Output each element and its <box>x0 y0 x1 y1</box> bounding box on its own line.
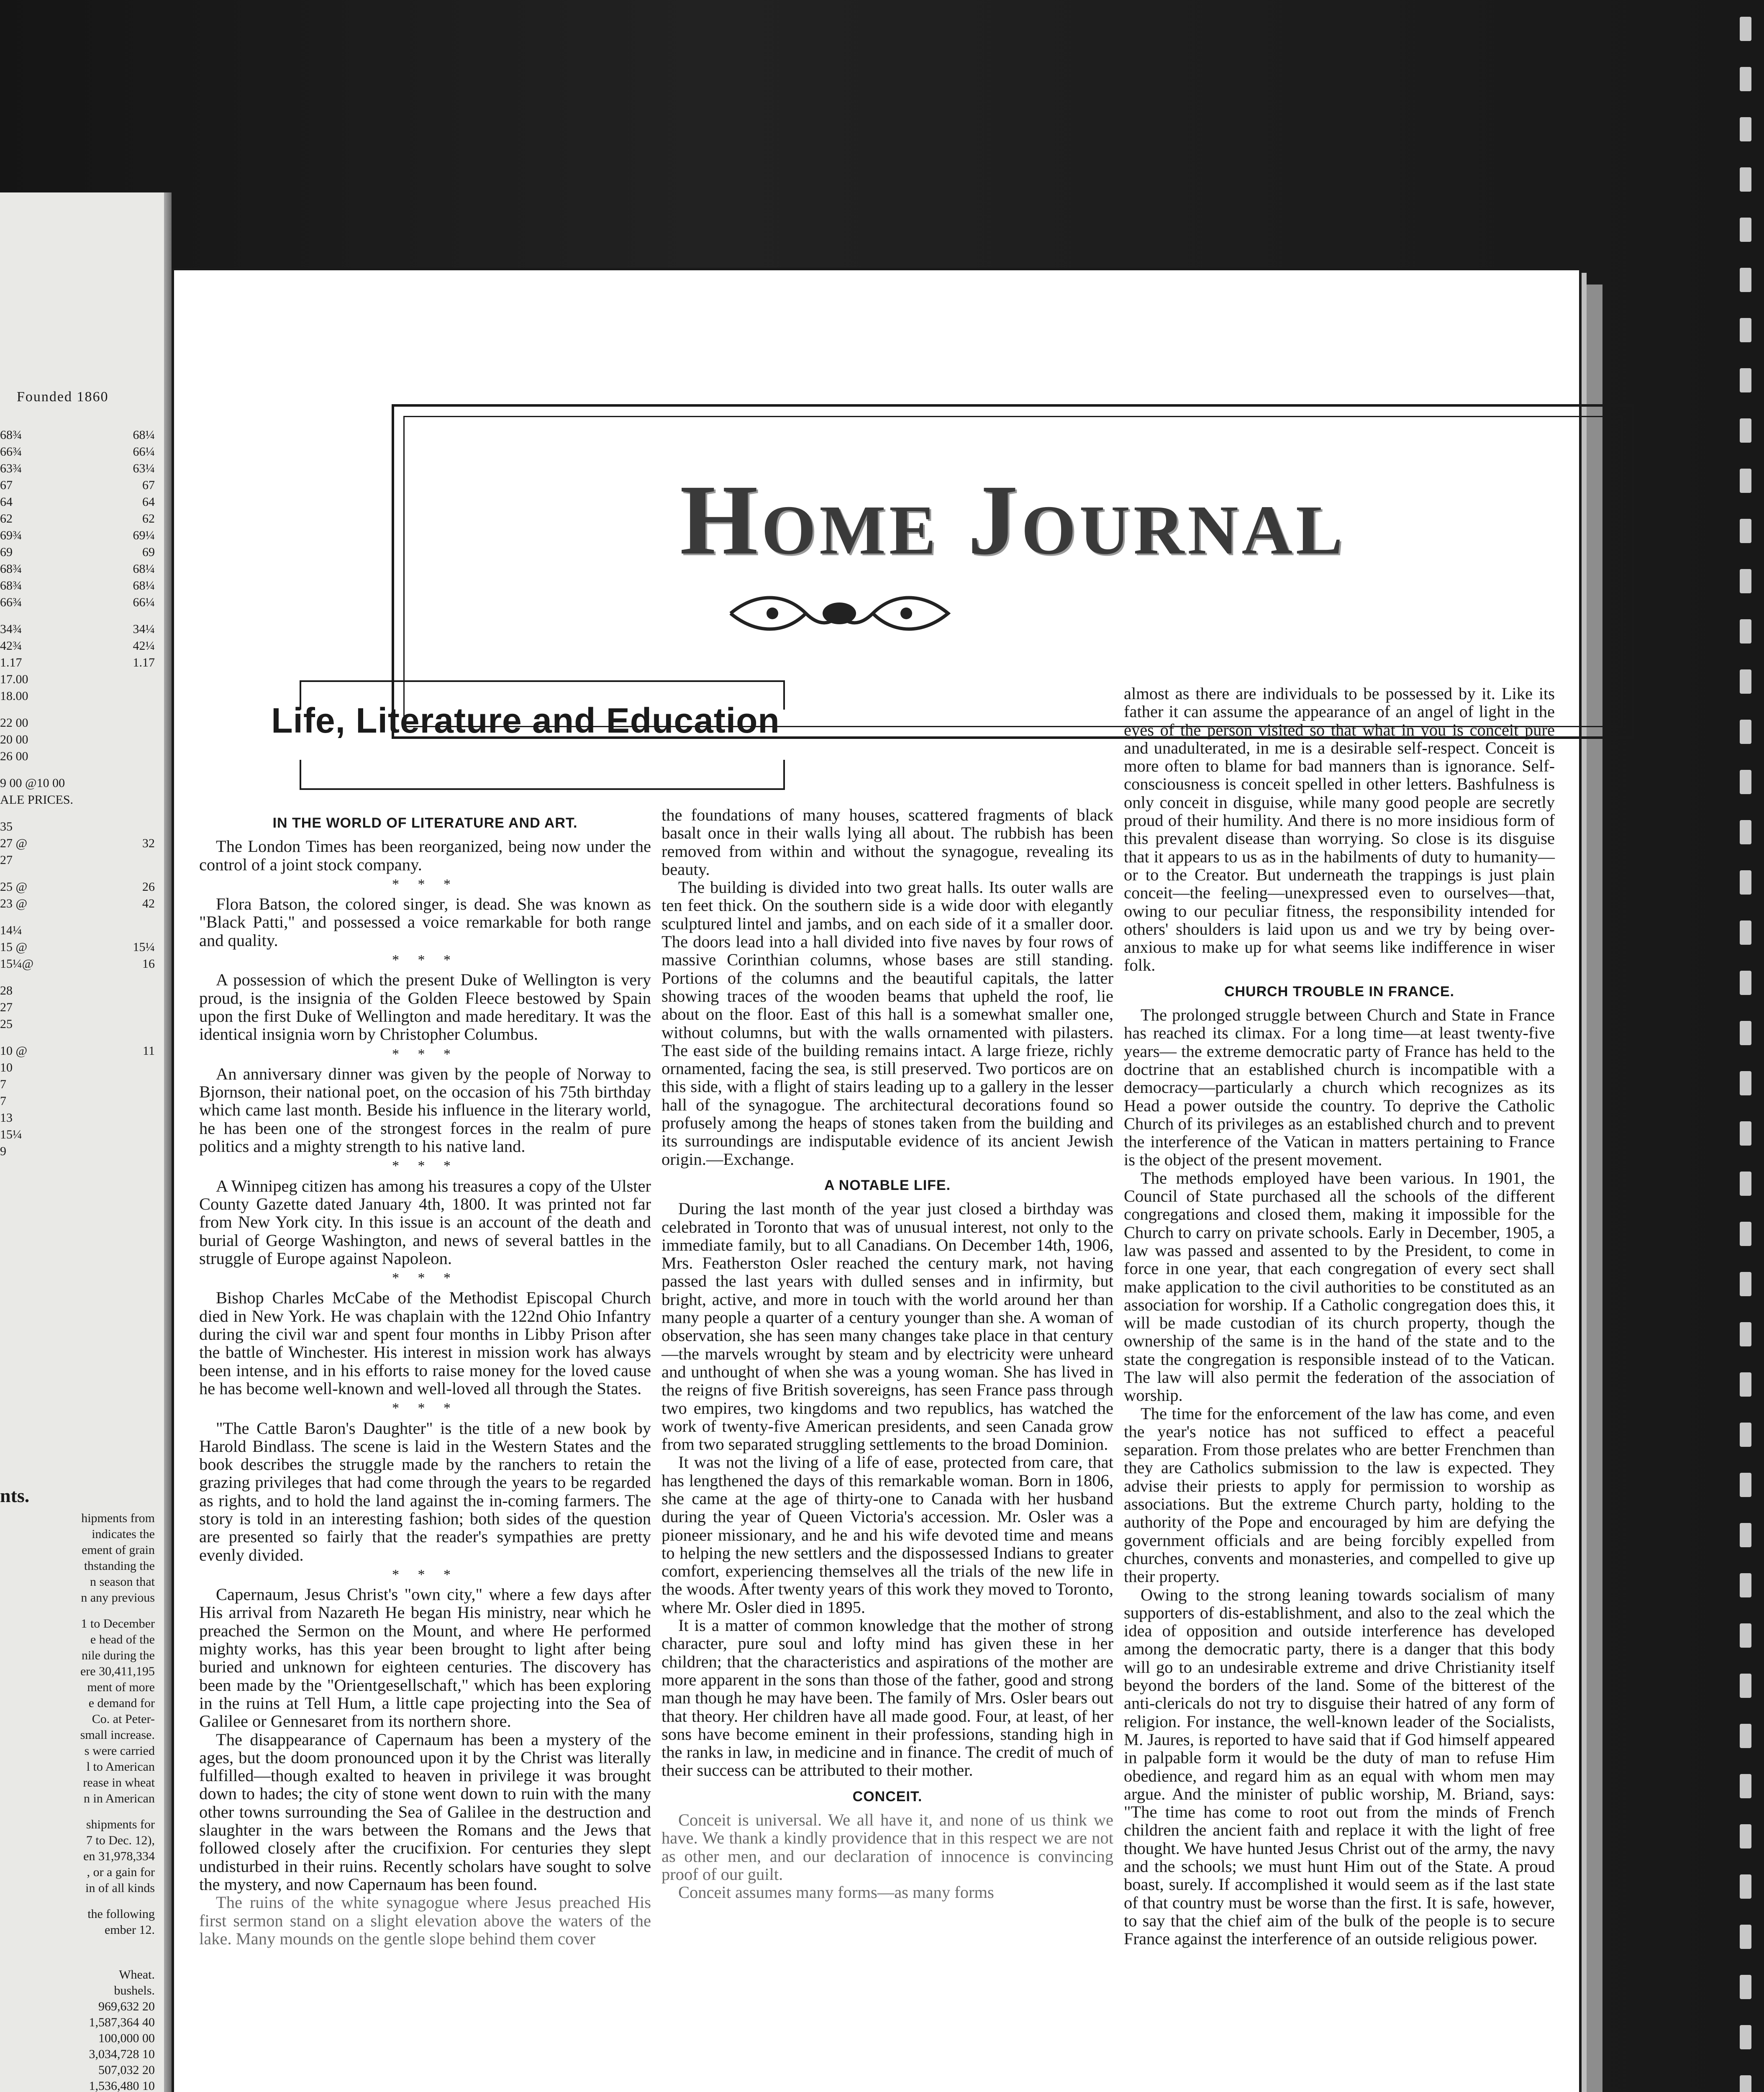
price-cell: 26 00 <box>0 749 28 763</box>
price-cell: 7 <box>0 1077 6 1091</box>
price-row <box>0 748 155 775</box>
price-row <box>0 731 155 748</box>
paragraph: It was not the living of a life of ease, protected from care, that has lengthened the days of this remarkable woman. Born in 1806, she came at the age of thirty-one to Canada with her husband during the year of Queen Victoria's accession. Mr. Osler was a pioneer missionary, and he and his wife devoted time and means to helping the new settlers and the dispossessed Indians to greater comfort, experiencing themselves all the trials of the new life in the woods. After twenty years of this work they moved to Toronto, where Mr. Osler died in 1895. <box>662 1453 1113 1617</box>
market-prices-table <box>0 427 155 1160</box>
sprocket-hole <box>1740 669 1751 694</box>
price-row <box>0 775 155 792</box>
sprocket-hole <box>1740 1925 1751 1949</box>
price-cell: 69 <box>0 545 13 559</box>
sprocket-hole <box>1740 1874 1751 1899</box>
sprocket-hole <box>1740 1824 1751 1848</box>
price-cell: 34¼ <box>133 622 155 636</box>
paragraph: Bishop Charles McCabe of the Methodist Episcopal Church died in New York. He was chaplain with the 122nd Ohio Infantry during the civil war and spent four months in Libby Prison after the battle of Winchester. His interest in mission work has always been intense, and in his efforts to raise money for the loved cause he has become well-known and well-loved all through the States. <box>199 1288 651 1398</box>
paragraph: The London Times has been reorganized, being now under the control of a joint stock company. <box>199 837 651 874</box>
price-cell: 25 <box>0 1017 13 1031</box>
world-heading: IN THE WORLD OF LITERATURE AND ART. <box>272 815 578 831</box>
price-row <box>0 818 155 835</box>
price-cell: 67 <box>0 478 13 492</box>
paragraph: Conceit is universal. We all have it, and none of us think we have. We thank a kindly providence that in this respect we are not as other men, and our declaration of innocence is convincing proof of our guilt. <box>662 1810 1113 1884</box>
report-line: nile during the <box>82 1648 155 1662</box>
price-cell <box>126 715 155 731</box>
price-cell: 15¼ <box>133 940 155 954</box>
sprocket-hole <box>1740 1322 1751 1346</box>
price-row <box>0 922 155 939</box>
price-row <box>0 494 155 510</box>
price-cell: 25 @ <box>0 880 28 894</box>
sprocket-hole <box>1740 268 1751 292</box>
price-cell: 15 @ <box>0 940 28 954</box>
paragraph: Conceit assumes many forms—as many forms <box>678 1883 994 1902</box>
price-row <box>0 544 155 561</box>
shipments-table <box>0 1966 155 2092</box>
sprocket-hole <box>1740 1423 1751 1447</box>
price-row <box>0 1110 155 1126</box>
sprocket-hole <box>1740 971 1751 995</box>
price-row <box>0 1059 155 1076</box>
price-cell <box>126 999 155 1016</box>
sprocket-hole <box>1740 1071 1751 1095</box>
report-line: thstanding the <box>84 1559 155 1573</box>
price-cell <box>126 852 155 879</box>
separator: * * * <box>392 1400 458 1416</box>
report-line: e demand for <box>88 1696 155 1710</box>
sprocket-hole <box>1740 1222 1751 1246</box>
paragraph: the foundations of many houses, scattered fragments of black basalt once in their walls lying all about. The rubbish has been removed from within and without the synagogue, revealing its beauty. <box>662 805 1113 879</box>
price-cell <box>126 922 155 939</box>
separator: * * * <box>392 1566 458 1582</box>
report-line: s were carried <box>84 1744 155 1758</box>
price-row <box>0 1143 155 1160</box>
price-cell: 20 00 <box>0 733 28 746</box>
price-cell <box>126 1016 155 1043</box>
price-cell: 32 <box>142 836 155 850</box>
price-cell: 15¼ <box>0 1128 22 1141</box>
price-cell: 27 <box>0 853 13 867</box>
price-row <box>0 460 155 477</box>
notable-heading: A NOTABLE LIFE. <box>824 1177 951 1193</box>
report-line: rease in wheat <box>83 1776 155 1789</box>
separator: * * * <box>392 1158 458 1174</box>
price-row <box>0 715 155 731</box>
market-report-text <box>0 1481 155 1938</box>
shipments-header: bushels. <box>114 1984 155 1997</box>
price-cell: 22 00 <box>0 716 28 730</box>
report-line: in of all kinds <box>85 1881 155 1895</box>
report-line: n in American <box>84 1792 155 1805</box>
masthead-title: Home Journal <box>679 464 1346 575</box>
price-row <box>0 895 155 922</box>
price-cell: 42 <box>142 897 155 910</box>
sprocket-hole <box>1740 1021 1751 1045</box>
conceit-heading: CONCEIT. <box>852 1788 923 1805</box>
paragraph: Owing to the strong leaning towards socialism of many supporters of dis-establishment, and also to the zeal which the idea of opposition and outside interference has developed among the democratic party, there is a danger that this body will go to an undesirable extreme and drive Christianity itself beyond the borders of the land. Some of the bitterest of the anti-clericals do not try to disguise their hatred of any form of religion. For instance, the well-known leader of the Socialists, M. Jaures, is reported to have said that if God himself appeared in palpable form it would be the duty of man to refuse Him obedience, and regard him as an equal with whom men may argue. And the minister of public worship, M. Briand, says: "The time has come to root out from the minds of French children the ancient faith and replace it with the light of free thought. We have hunted Jesus Christ out of the army, the navy and the schools; we must hunt Him out of the State. A proud boast, surely. If accomplished it would seem as if the last state of that country must be worse than the first. It is safe, however, to say that the chief aim of the bulk of the people is to secure France against the interference of an outside religious power. <box>1124 1585 1555 1948</box>
sprocket-hole <box>1740 1473 1751 1497</box>
price-row <box>0 1126 155 1143</box>
report-heading: nts. <box>0 1485 30 1506</box>
sprocket-hole <box>1740 770 1751 794</box>
paragraph: "The Cattle Baron's Daughter" is the title of a new book by Harold Bindlass. The scene is laid in the Western States and the book describes the struggle made by the ranchers to retain the grazing privileges that had come through the years to be regarded as rights, and to hold the land against the in-coming farmers. The story is told in an interesting fashion; both sides of the question are presented so fairly that the reader's sympathies are pretty evenly divided. <box>199 1418 651 1564</box>
price-cell <box>126 731 155 748</box>
sprocket-hole <box>1740 1774 1751 1798</box>
church-heading: CHURCH TROUBLE IN FRANCE. <box>1224 983 1455 1000</box>
section-title: Life, Literature and Education <box>271 701 780 740</box>
paragraph: An anniversary dinner was given by the people of Norway to Bjornson, their national poet, on the occasion of his 75th birthday which came last month. Beside his influence in the literary world, he has been one of the strongest forces in the realm of pure politics and a mighty strength to his native land. <box>199 1064 651 1156</box>
report-line: , or a gain for <box>87 1865 155 1879</box>
price-cell <box>126 1126 155 1143</box>
sprocket-hole <box>1740 318 1751 342</box>
price-cell: 42¾ <box>0 639 22 653</box>
sprocket-hole <box>1740 17 1751 41</box>
previous-page-fragment <box>0 192 172 2092</box>
separator: * * * <box>392 1046 458 1062</box>
sprocket-hole <box>1740 167 1751 192</box>
price-cell: 64 <box>142 495 155 509</box>
price-cell: 68¾ <box>0 562 22 576</box>
price-cell: 63¾ <box>0 461 22 475</box>
sprocket-hole <box>1740 720 1751 744</box>
price-cell: 28 <box>0 984 13 997</box>
paragraph: The ruins of the white synagogue where Jesus preached His first sermon stand on a slight elevation above the waters of the lake. Many mounds on the gentle slope behind them cover <box>199 1893 651 1948</box>
price-cell: 35 <box>0 820 13 833</box>
separator: * * * <box>392 876 458 892</box>
price-row <box>0 577 155 594</box>
paragraph: The time for the enforcement of the law has come, and even the year's notice has not sufficed to effect a peaceful separation. From those prelates who are better Frenchmen than they are Catholics submission to the law is expected. They advise their priests to apply for permission to worship as associations. But the extreme Church party, holding to the authority of the Pope and encouraged by him are defying the government officials and are being forcibly expelled from churches, convents and monasteries, and compelled to give up their property. <box>1124 1404 1555 1586</box>
price-row <box>0 999 155 1016</box>
price-row <box>0 594 155 621</box>
price-cell: 69 <box>142 545 155 559</box>
sprocket-hole <box>1740 920 1751 945</box>
sprocket-hole <box>1740 1523 1751 1547</box>
price-cell: 68¼ <box>133 428 155 442</box>
shipments-row: 969,632 20 <box>98 2000 155 2013</box>
paragraph: almost as there are individuals to be possessed by it. Like its father it can assume the appearance of an angel of light in the eyes of the person visited so that what in you is conceit pure and unadulterated, in me is a desirable self-respect. Conceit is more often to blame for bad manners than is ignorance. Self-consciousness is conceit spelled in other letters. Bashfulness is only conceit in disguise, while many good people are secretly proud of their humility. And there is no more insidious form of this prevalent disease than worrying. So close is its disguise that it appears to us as in the habilments of duty to humanity—or to the Creator. But underneath the trappings is just plain conceit—the feeling—unexpressed even to ourselves—that, owing to our peculiar fitness, the responsibility intended for others' shoulders is laid upon us and we try by being over-anxious to make up for what seems like indifference in wiser folk. <box>1124 684 1555 975</box>
sprocket-hole <box>1740 1121 1751 1146</box>
price-cell: 62 <box>142 512 155 526</box>
price-cell: 9 00 @10 00 <box>0 776 65 790</box>
price-row <box>0 427 155 444</box>
price-cell: 42¼ <box>133 639 155 653</box>
paragraph: The building is divided into two great halls. Its outer walls are ten feet thick. On the southern side is a wide door with elegantly sculptured lintel and jambs, and on each side of it a smaller door. The doors lead into a hall divided into five naves by four rows of massive Corinthian columns, whose bases are still standing. Portions of the columns and the beautiful capitals, the latter showing traces of the wooden beams that upheld the roof, lie about on the floor. East of this hall is a somewhat smaller one, without columns, but with the walls ornamented with pilasters. The east side of the building remains intact. A large frieze, richly ornamented, facing the sea, is still preserved. Two porticos are on this side, with a flight of stairs leading up to a gallery in the lesser hall of the synagogue. The architectural decorations found so profusely among the heaps of stones taken from the building and its surroundings are indisputable evidence of its ancient Jewish origin.—Exchange. <box>662 878 1113 1169</box>
report-line: en 31,978,334 <box>83 1849 155 1863</box>
price-cell: 1.17 <box>133 656 155 669</box>
sprocket-hole <box>1740 418 1751 443</box>
price-row <box>0 1043 155 1059</box>
sprocket-hole <box>1740 368 1751 392</box>
price-cell <box>126 1093 155 1110</box>
price-cell: 62 <box>0 512 13 526</box>
sprocket-hole <box>1740 2025 1751 2049</box>
paragraph: Capernaum, Jesus Christ's "own city," where a few days after His arrival from Nazareth He began His ministry, near which he preached the Sermon on the Mount, and where He performed mighty works, has this year been brought to light after being buried and unknown for eighteen centuries. The discovery has been made by the "Orientgesellschaft," which has been exploring in the ruins at Tell Hum, a little cape projecting into the Sea of Galilee or Gennesaret from its northern shore. <box>199 1585 651 1731</box>
price-cell <box>126 748 155 775</box>
shipments-row: 507,032 20 <box>98 2063 155 2077</box>
price-cell: 26 <box>142 880 155 894</box>
price-cell: 34¾ <box>0 622 22 636</box>
price-cell: 63¼ <box>133 461 155 475</box>
paragraph: A possession of which the present Duke of Wellington is very proud, is the insignia of the Golden Fleece bestowed by Spain upon the first Duke of Wellington and made hereditary. It was the identical insignia worn by Christopher Columbus. <box>199 970 651 1044</box>
price-row <box>0 792 155 818</box>
price-cell: 15¼@ <box>0 957 34 971</box>
price-cell <box>126 792 155 818</box>
report-line: e head of the <box>90 1633 155 1646</box>
price-cell: 23 @ <box>0 897 28 910</box>
report-line: ment of more <box>87 1680 155 1694</box>
price-row <box>0 956 155 982</box>
price-row <box>0 638 155 654</box>
page-gutter <box>164 192 172 2092</box>
price-cell: 17.00 <box>0 672 28 686</box>
sprocket-hole <box>1740 67 1751 91</box>
sprocket-hole <box>1740 619 1751 643</box>
price-cell: 14¼ <box>0 923 22 937</box>
price-cell: 64 <box>0 495 13 509</box>
price-cell: 68¾ <box>0 579 22 592</box>
sprocket-hole <box>1740 1272 1751 1296</box>
price-cell: 68¾ <box>0 428 22 442</box>
price-cell: 18.00 <box>0 689 28 703</box>
price-cell: ALE PRICES. <box>0 793 74 807</box>
report-line: l to American <box>86 1760 155 1774</box>
price-cell <box>126 1076 155 1093</box>
price-row <box>0 477 155 494</box>
price-cell: 69¾ <box>0 528 22 542</box>
report-line: n season that <box>90 1575 155 1589</box>
report-line: shipments for <box>86 1818 155 1831</box>
report-line: ere 30,411,195 <box>80 1664 155 1678</box>
report-line: the following <box>87 1907 155 1921</box>
paragraph: The disappearance of Capernaum has been a mystery of the ages, but the doom pronounced upon it by the Christ was literally fulfilled—though exalted to heaven in privilege it was brought down to hades; the city of stone went down to ruin with the many other towns surrounding the Sea of Galilee in the destruction and slaughter in the wars between the Romans and the Jews that followed closely after the crucifixion. For centuries they slept undisturbed in their ruins. Recently scholars have sought to solve the mystery, and now Capernaum has been found. <box>199 1730 651 1894</box>
price-cell <box>126 688 155 715</box>
price-row <box>0 561 155 577</box>
report-line: indicates the <box>92 1527 155 1541</box>
price-cell: 27 @ <box>0 836 28 850</box>
sprocket-hole <box>1740 870 1751 895</box>
price-cell: 69¼ <box>133 528 155 542</box>
sprocket-hole <box>1740 1724 1751 1748</box>
price-row <box>0 835 155 852</box>
price-cell: 66¾ <box>0 445 22 459</box>
price-cell: 11 <box>143 1044 155 1058</box>
price-cell <box>126 818 155 835</box>
report-line: ement of grain <box>82 1543 155 1557</box>
price-cell: 9 <box>0 1144 6 1158</box>
price-row <box>0 939 155 956</box>
price-cell: 10 @ <box>0 1044 28 1058</box>
sprocket-hole <box>1740 117 1751 141</box>
sprocket-hole <box>1740 1623 1751 1648</box>
price-cell: 68¼ <box>133 562 155 576</box>
price-cell: 27 <box>0 1000 13 1014</box>
price-row <box>0 1076 155 1093</box>
shipments-row: 100,000 00 <box>98 2031 155 2045</box>
price-row <box>0 688 155 715</box>
price-cell <box>126 1143 155 1160</box>
price-row <box>0 1093 155 1110</box>
price-cell: 10 <box>0 1061 13 1074</box>
price-cell <box>126 982 155 999</box>
report-line: hipments from <box>81 1511 155 1525</box>
shipments-header: Wheat. <box>119 1968 155 1982</box>
sprocket-hole <box>1740 1975 1751 1999</box>
price-cell: 16 <box>142 957 155 971</box>
price-cell <box>126 1059 155 1076</box>
paragraph: During the last month of the year just closed a birthday was celebrated in Toronto that was of unusual interest, not only to the immediate family, but to all Canadians. On December 14th, 1906, Mrs. Featherston Osler reached the century mark, not having passed the last years with dulled senses and in infirmity, but bright, active, and more in touch with the world around her than many people a quarter of a century younger than she. A woman of observation, she has seen many changes take place in that century—the marvels wrought by steam and by electricity were unheard and unthought of when she was a young woman. She has lived in the reigns of five British sovereigns, has seen France pass through two empires, two kingdoms and two republics, has watched the work of twenty-five American presidents, and seen Canada grow from two separated struggling settlements to the broad Dominion. <box>662 1199 1113 1454</box>
sprocket-hole <box>1740 2075 1751 2092</box>
sprocket-hole <box>1740 1172 1751 1196</box>
price-row <box>0 654 155 671</box>
paragraph: It is a matter of common knowledge that the mother of strong character, pure soul and lofty mind has given these in her children; that the characteristics and aspirations of the mother are more apparent in the sons than those of the father, good and strong man though he may have been. The family of Mrs. Osler bears out that theory. Her children have all made good. Four, at least, of her sons have become eminent in their professions, standing high in the ranks in law, in medicine and in finance. The credit of much of their success can be attributed to their mother. <box>662 1616 1113 1780</box>
sprocket-hole <box>1740 218 1751 242</box>
paragraph: Flora Batson, the colored singer, is dead. She was known as "Black Patti," and possessed a voice remarkable for both range and quality. <box>199 895 651 950</box>
report-line: 7 to Dec. 12), <box>86 1833 155 1847</box>
paragraph: A Winnipeg citizen has among his treasures a copy of the Ulster County Gazette dated January 4th, 1800. It was printed not far from New York city. In this issue is an account of the death and burial of George Washington, and news of several battles in the struggle of Europe against Napoleon. <box>199 1176 651 1268</box>
price-cell <box>126 671 155 688</box>
price-row <box>0 621 155 638</box>
report-line: 1 to December <box>81 1617 155 1631</box>
sprocket-hole <box>1740 1372 1751 1397</box>
price-row <box>0 1016 155 1043</box>
price-cell: 1.17 <box>0 656 22 669</box>
sprocket-hole <box>1740 569 1751 593</box>
report-line: n any previous <box>81 1591 155 1605</box>
article-column-3 <box>1124 685 1555 1948</box>
sprocket-hole <box>1740 820 1751 844</box>
report-line <box>0 1606 155 1616</box>
report-line <box>0 1896 155 1906</box>
report-line: ember 12. <box>105 1923 155 1937</box>
price-cell: 66¾ <box>0 595 22 609</box>
price-cell <box>126 775 155 792</box>
shipments-row: 1,587,364 40 <box>89 2015 155 2029</box>
sprocket-hole <box>1740 469 1751 493</box>
column-3-wrapper <box>174 684 1584 2092</box>
report-line <box>0 1807 155 1817</box>
price-cell: 66¼ <box>133 445 155 459</box>
price-cell: 67 <box>142 478 155 492</box>
price-row <box>0 982 155 999</box>
separator: * * * <box>392 952 458 968</box>
left-page-header: Founded 1860 <box>17 389 109 405</box>
header-top-rule <box>300 680 785 682</box>
report-line: small increase. <box>80 1728 155 1742</box>
price-row <box>0 879 155 895</box>
price-cell: 66¼ <box>133 595 155 609</box>
scroll-ornament-icon <box>722 588 956 638</box>
shipments-row: 1,536,480 10 <box>89 2079 155 2092</box>
price-row <box>0 510 155 527</box>
price-cell <box>126 1110 155 1126</box>
price-row <box>0 852 155 879</box>
price-row <box>0 527 155 544</box>
report-line: Co. at Peter- <box>92 1712 155 1726</box>
separator: * * * <box>392 1270 458 1286</box>
price-row <box>0 671 155 688</box>
paragraph: The methods employed have been various. In 1901, the Council of State purchased all the schools of the different congregations and closed them, making it impossible for the Church to carry on private schools. Early in December, 1905, a law was passed and assented to by the President, to come in force in one year, that each congregation of every sect shall make application to the civil authorities to be constituted as an association for worship. If a Catholic congregation does this, it will be made custodian of its church property, though the ownership of the same is in the hand of the state and to the state the congregation is responsible instead of to the Vatican. The law will also permit the federation of the association of worship. <box>1124 1168 1555 1405</box>
paragraph: The prolonged struggle between Church and State in France has reached its climax. For a long time—at least twenty-five years— the extreme democratic party of France has held to the doctrine that an established church is incompatible with a democracy—particularly a church which recognizes as its Head a power outside the country. To deprive the Catholic Church of its privileges as an established church and to prevent the interference of the Vatican in matters pertaining to France is the object of the present movement. <box>1124 1005 1555 1169</box>
price-cell: 68¼ <box>133 579 155 592</box>
price-row <box>0 444 155 460</box>
shipments-row: 3,034,728 10 <box>89 2047 155 2061</box>
price-cell: 7 <box>0 1094 6 1108</box>
journal-page <box>172 268 1582 2092</box>
sprocket-hole <box>1740 519 1751 543</box>
sprocket-hole <box>1740 1573 1751 1597</box>
sprocket-hole <box>1740 1674 1751 1698</box>
price-cell: 13 <box>0 1111 13 1125</box>
